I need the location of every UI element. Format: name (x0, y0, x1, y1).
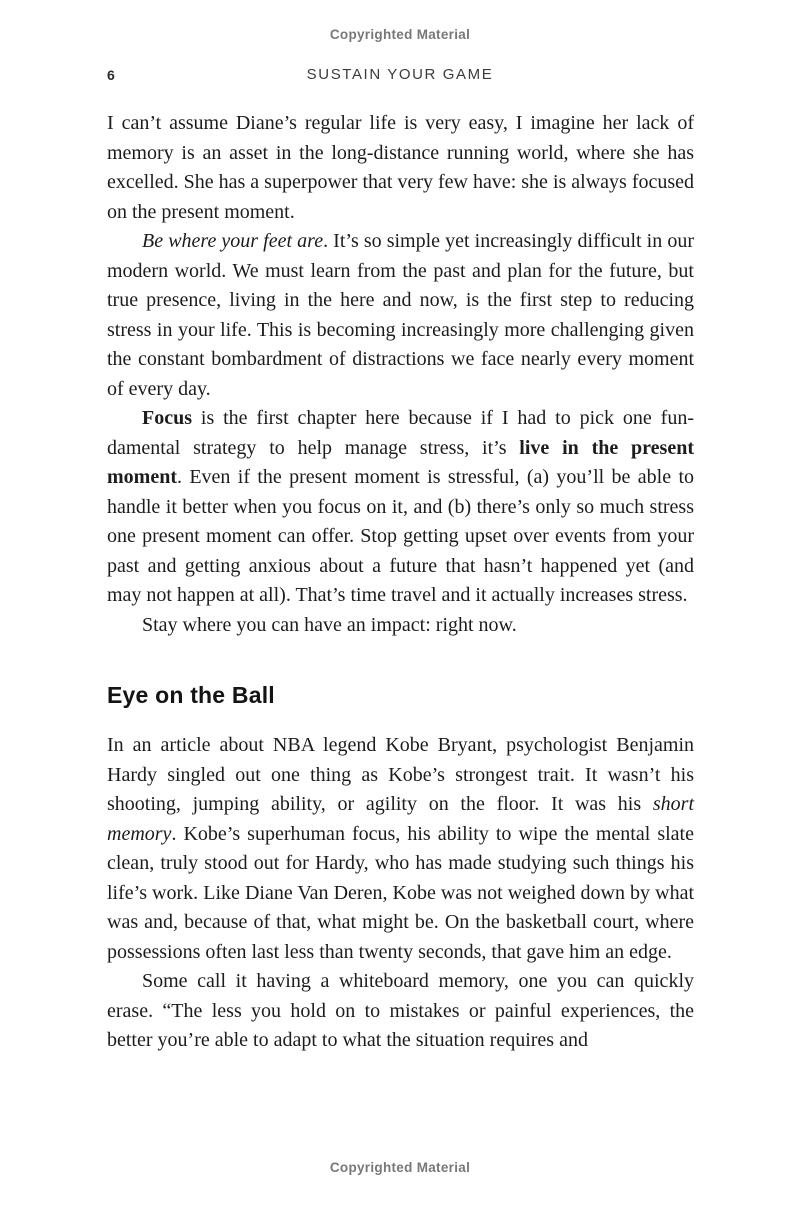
text-run: short memory (107, 793, 694, 845)
section-heading: Eye on the Ball (107, 682, 275, 708)
paragraph (107, 227, 694, 404)
copyright-notice-top: Copyrighted Material (329, 27, 471, 42)
paragraph (107, 109, 694, 227)
paragraph (107, 611, 694, 641)
page-header (0, 66, 800, 86)
text-run: Stay where you can have an impact: right now. (142, 613, 517, 636)
text-run: . Kobe’s superhuman focus, his ability to wipe the mental slate clean, truly stood out for Hardy, who has made studying such things his life’s work. Like Diane Van Deren, Kobe was not weighed down by what was and, because of that, what might be. On the basketball court, where possessions often last less than twenty seconds, that gave him an edge. (107, 822, 694, 963)
text-run: live in the present moment (107, 436, 694, 488)
text-run: Focus (142, 407, 192, 429)
copyright-notice-bottom: Copyrighted Material (329, 1160, 471, 1175)
text-run: In an article about NBA legend Kobe Bryant, psychologist Benjamin Hardy singled out one thing as Kobe’s strongest trait. It wasn’t his shooting, jumping ability, or agility on the floor. It was his (107, 734, 694, 815)
text-run: Some call it having a whiteboard memory, one you can quickly erase. “The less you hold on to mistakes or painful experiences, the better you’re able to adapt to what the situation requires and (107, 970, 694, 1051)
running-title: SUSTAIN YOUR GAME (306, 66, 494, 83)
page-number: 6 (107, 67, 115, 83)
text-run: . It’s so simple yet increasingly difficult in our modern world. We must learn from the past and plan for the future, but true presence, living in the here and now, is the first step to reducing stress in your life. This is becoming increasingly more challenging given the constant bombardment of distractions we face nearly every moment of every day. (107, 230, 694, 400)
text-run: I can’t assume Diane’s regular life is very easy, I imagine her lack of memory is an asset in the long-distance running world, where she has excelled. She has a superpower that very few have: she is always focused on the present moment. (107, 112, 695, 223)
paragraph (107, 967, 694, 1056)
paragraph (107, 404, 694, 611)
paragraph (107, 731, 694, 967)
text-run: Be where your feet are (142, 230, 324, 252)
text-run: . Even if the present moment is stressful, (a) you’ll be able to handle it better when you focus on it, and (b) there’s only so much stress one present moment can offer. Stop getting upset over events from your past and getting anxious about a future that hasn’t happened yet (and may not happen at all). That’s time travel and it actually increases stress. (107, 466, 694, 606)
body-text (107, 109, 694, 1056)
text-run: is the first chapter here because if I had to pick one fundamental strategy to help manage stress, it’s (107, 407, 694, 459)
